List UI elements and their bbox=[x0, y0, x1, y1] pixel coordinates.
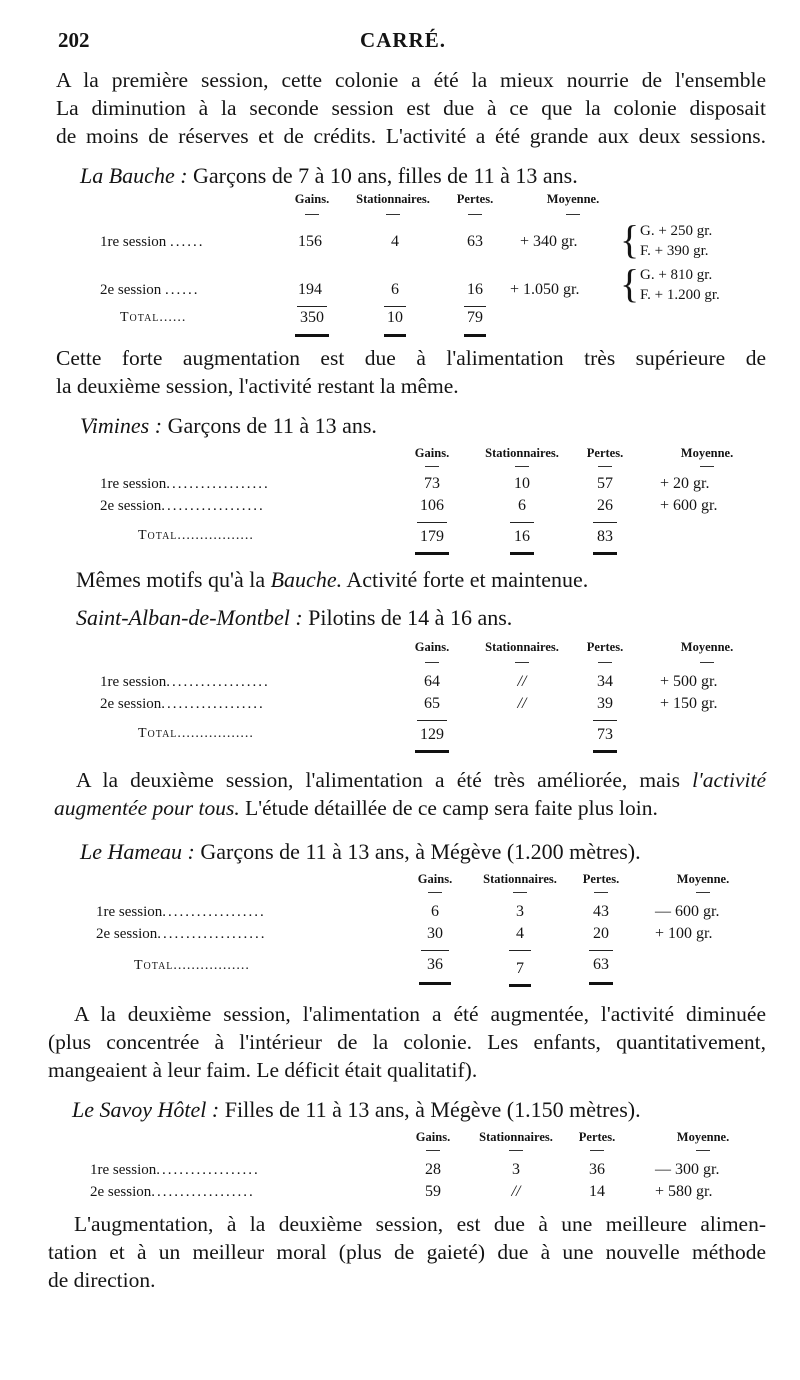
section-heading-saint-alban bbox=[76, 604, 512, 632]
page-number: 202 bbox=[58, 28, 90, 52]
place-name: Vimines : bbox=[80, 413, 163, 438]
sum-rule bbox=[593, 522, 617, 523]
text-line: tation et à un meilleur moral (plus de gaieté) due à une nouvelle méthode bbox=[48, 1240, 766, 1264]
header-dash bbox=[386, 214, 400, 215]
moyenne-value: + 150 gr. bbox=[660, 695, 718, 712]
sum-rule bbox=[421, 950, 449, 951]
section-heading-hameau bbox=[80, 838, 641, 866]
stationnaires-value: 10 bbox=[514, 475, 530, 492]
text-line: la deuxième session, l'activité restant la même. bbox=[56, 374, 459, 398]
vimines-note bbox=[76, 566, 588, 594]
header-dash bbox=[700, 466, 714, 467]
stationnaires-value: // bbox=[517, 673, 527, 690]
column-header: Pertes. bbox=[456, 192, 494, 206]
gains-value: 64 bbox=[424, 673, 440, 690]
total-rule bbox=[589, 982, 613, 985]
header-dash bbox=[594, 892, 608, 893]
group-description: Garçons de 11 à 13 ans. bbox=[167, 413, 377, 438]
moyenne-value: + 1.050 gr. bbox=[510, 281, 580, 298]
pertes-value: 39 bbox=[597, 695, 613, 712]
row-label: 2e session.................. bbox=[100, 696, 265, 712]
header-dash bbox=[513, 892, 527, 893]
gains-total: 179 bbox=[420, 528, 444, 545]
place-name: La Bauche : bbox=[80, 163, 188, 188]
header-dash bbox=[696, 892, 710, 893]
gains-value: 30 bbox=[427, 925, 443, 942]
sum-rule bbox=[297, 306, 327, 307]
stationnaires-total: 7 bbox=[516, 960, 524, 977]
sum-rule bbox=[464, 306, 486, 307]
section-heading-savoy bbox=[72, 1096, 641, 1124]
column-header: Moyenne. bbox=[546, 192, 600, 206]
boys-average: G. + 810 gr. bbox=[640, 267, 713, 283]
column-header: Pertes. bbox=[586, 446, 624, 460]
row-label: 1re session.................. bbox=[100, 476, 270, 492]
stationnaires-total: 16 bbox=[514, 528, 530, 545]
stationnaires-value: 4 bbox=[516, 925, 524, 942]
gains-value: 6 bbox=[431, 903, 439, 920]
total-rule bbox=[415, 552, 449, 555]
sum-rule bbox=[589, 950, 613, 951]
pertes-total: 83 bbox=[597, 528, 613, 545]
header-dash bbox=[598, 466, 612, 467]
column-header: Stationnaires. bbox=[356, 192, 430, 206]
text-line: de moins de réserves et de crédits. L'activité a été grande aux deux sessions. bbox=[56, 124, 766, 148]
sum-rule bbox=[510, 522, 534, 523]
girls-average: F. + 1.200 gr. bbox=[640, 287, 720, 303]
moyenne-value: + 340 gr. bbox=[520, 233, 578, 250]
row-label: 2e session................... bbox=[96, 926, 267, 942]
hameau-note bbox=[48, 1000, 766, 1084]
section-heading-vimines bbox=[80, 412, 377, 440]
sum-rule bbox=[417, 720, 447, 721]
brace: { bbox=[620, 261, 640, 306]
column-header: Gains. bbox=[414, 446, 450, 460]
pertes-value: 14 bbox=[589, 1183, 605, 1200]
group-description: Garçons de 7 à 10 ans, filles de 11 à 13 ans. bbox=[193, 163, 578, 188]
column-header: Gains. bbox=[417, 872, 453, 886]
header-dash bbox=[425, 662, 439, 663]
text-line: L'augmentation, à la deuxième session, est due à une meilleure alimen- bbox=[74, 1212, 766, 1236]
total-rule bbox=[464, 334, 486, 337]
total-label: Total................. bbox=[138, 726, 254, 741]
gains-value: 73 bbox=[424, 475, 440, 492]
header-dash bbox=[305, 214, 319, 215]
total-rule bbox=[593, 552, 617, 555]
column-header: Gains. bbox=[414, 640, 450, 654]
boys-average: G. + 250 gr. bbox=[640, 223, 713, 239]
total-rule bbox=[415, 750, 449, 753]
place-name: Le Savoy Hôtel : bbox=[72, 1097, 220, 1122]
bauche-note bbox=[56, 344, 766, 400]
pertes-value: 36 bbox=[589, 1161, 605, 1178]
gains-value: 59 bbox=[425, 1183, 441, 1200]
column-header: Stationnaires. bbox=[485, 446, 559, 460]
total-label: Total................. bbox=[138, 528, 254, 543]
girls-average: F. + 390 gr. bbox=[640, 243, 709, 259]
text-line: La diminution à la seconde session est due à ce que la colonie disposait bbox=[56, 96, 766, 120]
row-label: 2e session ...... bbox=[100, 282, 200, 298]
stationnaires-value: 4 bbox=[391, 233, 399, 250]
header-dash bbox=[566, 214, 580, 215]
stationnaires-value: // bbox=[517, 695, 527, 712]
header-dash bbox=[590, 1150, 604, 1151]
column-header: Moyenne. bbox=[680, 446, 734, 460]
gains-total: 129 bbox=[420, 726, 444, 743]
sum-rule bbox=[593, 720, 617, 721]
section-heading-bauche bbox=[80, 162, 578, 190]
moyenne-value: + 580 gr. bbox=[655, 1183, 713, 1200]
moyenne-value: + 500 gr. bbox=[660, 673, 718, 690]
pertes-value: 16 bbox=[467, 281, 483, 298]
conclusion-paragraph bbox=[48, 1210, 766, 1294]
pertes-value: 63 bbox=[467, 233, 483, 250]
column-header: Pertes. bbox=[582, 872, 620, 886]
gains-value: 194 bbox=[298, 281, 322, 298]
pertes-value: 26 bbox=[597, 497, 613, 514]
gains-value: 28 bbox=[425, 1161, 441, 1178]
column-header: Stationnaires. bbox=[485, 640, 559, 654]
header-dash bbox=[468, 214, 482, 215]
header-dash bbox=[425, 466, 439, 467]
total-label: Total................. bbox=[134, 958, 250, 973]
header-dash bbox=[696, 1150, 710, 1151]
pertes-value: 20 bbox=[593, 925, 609, 942]
column-header: Moyenne. bbox=[676, 872, 730, 886]
place-name: Saint-Alban-de-Montbel : bbox=[76, 605, 303, 630]
pertes-value: 57 bbox=[597, 475, 613, 492]
pertes-total: 73 bbox=[597, 726, 613, 743]
pertes-value: 34 bbox=[597, 673, 613, 690]
moyenne-value: — 300 gr. bbox=[655, 1161, 720, 1178]
row-label: 1re session.................. bbox=[100, 674, 270, 690]
header-dash bbox=[598, 662, 612, 663]
header-dash bbox=[428, 892, 442, 893]
header-dash bbox=[700, 662, 714, 663]
sum-rule bbox=[417, 522, 447, 523]
stationnaires-value: // bbox=[511, 1183, 521, 1200]
header-dash bbox=[426, 1150, 440, 1151]
text-line: mangeaient à leur faim. Le déficit était qualitatif). bbox=[48, 1058, 478, 1082]
stationnaires-value: 3 bbox=[516, 903, 524, 920]
header-dash bbox=[509, 1150, 523, 1151]
gains-value: 65 bbox=[424, 695, 440, 712]
total-rule bbox=[509, 984, 531, 987]
total-rule bbox=[593, 750, 617, 753]
gains-value: 156 bbox=[298, 233, 322, 250]
total-label: Total...... bbox=[120, 310, 187, 325]
total-rule bbox=[510, 552, 534, 555]
total-rule bbox=[295, 334, 329, 337]
note-text: Mêmes motifs qu'à la bbox=[76, 567, 271, 592]
brace: { bbox=[620, 217, 640, 262]
pertes-value: 43 bbox=[593, 903, 609, 920]
column-header: Gains. bbox=[415, 1130, 451, 1144]
row-label: 1re session ...... bbox=[100, 234, 205, 250]
column-header: Moyenne. bbox=[676, 1130, 730, 1144]
stationnaires-total: 10 bbox=[387, 309, 403, 326]
moyenne-value: + 100 gr. bbox=[655, 925, 713, 942]
total-rule bbox=[419, 982, 451, 985]
group-description: Filles de 11 à 13 ans, à Mégève (1.150 mètres). bbox=[224, 1097, 641, 1122]
row-label: 1re session.................. bbox=[96, 904, 266, 920]
moyenne-value: + 20 gr. bbox=[660, 475, 710, 492]
row-label: 1re session.................. bbox=[90, 1162, 260, 1178]
stationnaires-value: 6 bbox=[518, 497, 526, 514]
text-line: A la deuxième session, l'alimentation a été augmentée, l'activité diminuée bbox=[74, 1002, 766, 1026]
gains-total: 36 bbox=[427, 956, 443, 973]
column-header: Pertes. bbox=[578, 1130, 616, 1144]
moyenne-value: — 600 gr. bbox=[655, 903, 720, 920]
column-header: Stationnaires. bbox=[479, 1130, 553, 1144]
running-head bbox=[58, 28, 748, 58]
column-header: Stationnaires. bbox=[483, 872, 557, 886]
text-line: de direction. bbox=[48, 1268, 156, 1292]
text-line: A la deuxième session, l'alimentation a été très améliorée, mais l'activité bbox=[76, 768, 766, 792]
group-description: Garçons de 11 à 13 ans, à Mégève (1.200 mètres). bbox=[200, 839, 641, 864]
group-description: Pilotins de 14 à 16 ans. bbox=[308, 605, 513, 630]
place-name: Bauche. bbox=[270, 567, 343, 592]
column-header: Moyenne. bbox=[680, 640, 734, 654]
text-line: (plus concentrée à l'intérieur de la colonie. Les enfants, quantitativement, bbox=[48, 1030, 766, 1054]
pertes-total: 79 bbox=[467, 309, 483, 326]
saint-alban-note bbox=[54, 766, 766, 822]
row-label: 2e session.................. bbox=[100, 498, 265, 514]
row-label: 2e session.................. bbox=[90, 1184, 255, 1200]
note-text: Activité forte et maintenue. bbox=[342, 567, 589, 592]
total-rule bbox=[384, 334, 406, 337]
header-dash bbox=[515, 662, 529, 663]
sum-rule bbox=[509, 950, 531, 951]
text-line: Cette forte augmentation est due à l'alimentation très supérieure de bbox=[56, 346, 766, 370]
stationnaires-value: 3 bbox=[512, 1161, 520, 1178]
stationnaires-value: 6 bbox=[391, 281, 399, 298]
moyenne-value: + 600 gr. bbox=[660, 497, 718, 514]
sum-rule bbox=[384, 306, 406, 307]
running-title: CARRÉ. bbox=[360, 28, 446, 52]
gains-value: 106 bbox=[420, 497, 444, 514]
gains-total: 350 bbox=[300, 309, 324, 326]
text-line: augmentée pour tous. L'étude détaillée de ce camp sera faite plus loin. bbox=[54, 796, 658, 820]
pertes-total: 63 bbox=[593, 956, 609, 973]
place-name: Le Hameau : bbox=[80, 839, 195, 864]
text-line: A la première session, cette colonie a été la mieux nourrie de l'ensemble bbox=[56, 68, 766, 92]
intro-paragraph bbox=[56, 66, 766, 150]
column-header: Pertes. bbox=[586, 640, 624, 654]
header-dash bbox=[515, 466, 529, 467]
column-header: Gains. bbox=[294, 192, 330, 206]
